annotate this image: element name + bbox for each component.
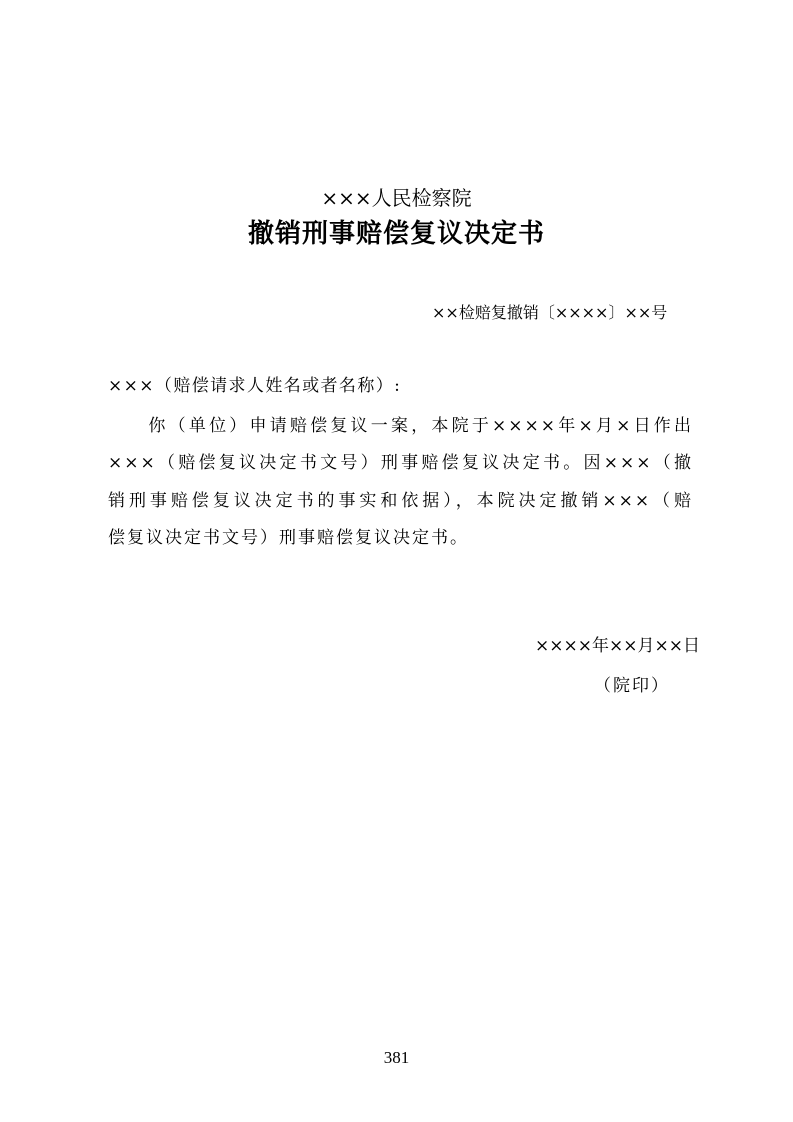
body-line: 销刑事赔偿复议决定书的事实和依据），本院决定撤销×××（赔 (108, 490, 693, 511)
addressee: ×××（赔偿请求人姓名或者名称）: (108, 376, 402, 396)
body-line: 偿复议决定书文号）刑事赔偿复议决定书。 (108, 527, 469, 548)
body-paragraph (108, 408, 693, 557)
page-number: 381 (383, 1048, 410, 1067)
seal-placeholder: （院印） (594, 676, 670, 696)
body-line: 你（单位）申请赔偿复议一案，本院于××××年×月×日作出 (108, 416, 693, 436)
issuing-organization: ×××人民检察院 (321, 186, 472, 210)
issue-date: ××××年××月××日 (535, 636, 700, 656)
document-title: 撤销刑事赔偿复议决定书 (247, 219, 545, 249)
document-number: ××检赔复撤销〔××××〕××号 (432, 303, 668, 322)
body-line: ×××（赔偿复议决定书文号）刑事赔偿复议决定书。因×××（撤 (108, 453, 693, 474)
